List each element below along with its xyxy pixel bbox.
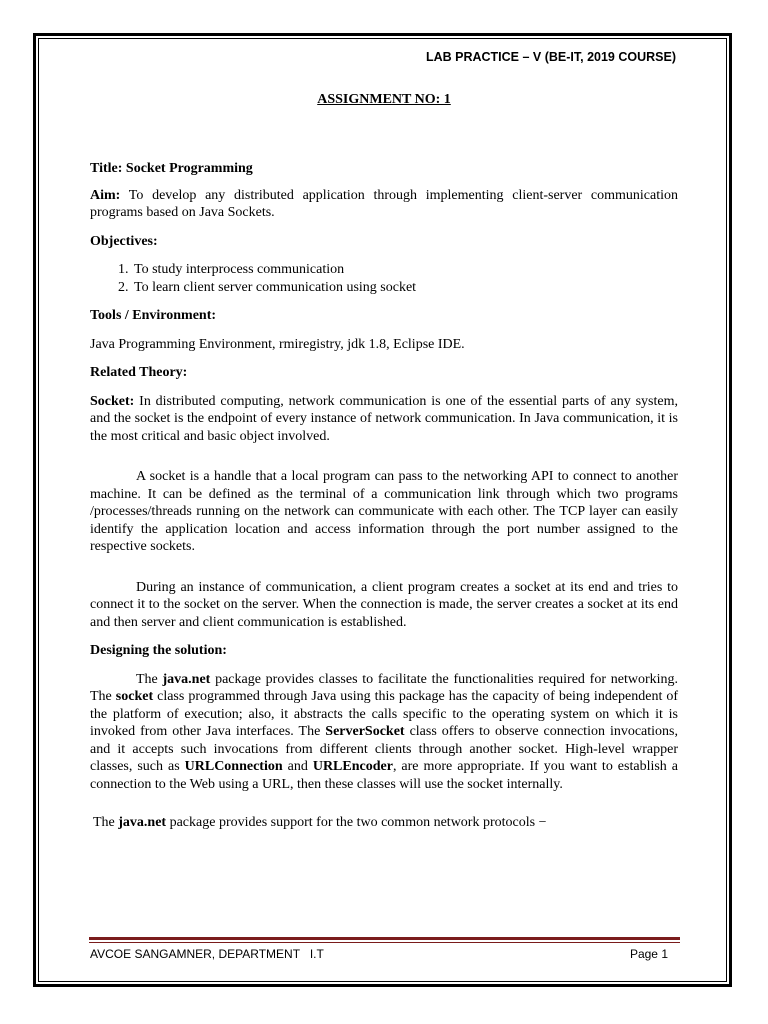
design-heading: Designing the solution:: [90, 643, 227, 658]
tools-text: Java Programming Environment, rmiregistry, jdk 1.8, Eclipse IDE.: [90, 336, 465, 352]
objectives-heading: Objectives:: [90, 233, 158, 249]
theory-paragraph-2: A socket is a handle that a local program can pass to the networking API to connect to another machine. It can be defined as the terminal of a communication link through which two programs /processes/threads running on the network can communicate with each other. The TCP layer can easily identify the application location and access information through the port number assigned to the respective sockets.: [90, 469, 678, 554]
assignment-title: ASSIGNMENT NO: 1: [317, 92, 451, 107]
objectives-list: [90, 261, 678, 296]
objective-item: 2. To learn client server communication using socket: [132, 279, 678, 297]
aim-paragraph: Aim: To develop any distributed application through implementing client-server communication programs based on Java Sockets.: [90, 187, 678, 220]
theory-heading: Related Theory:: [90, 365, 188, 380]
document-body: [90, 160, 678, 832]
objective-item: 1. To study interprocess communication: [132, 261, 678, 279]
page-header: LAB PRACTICE – V (BE-IT, 2019 COURSE): [425, 50, 676, 64]
theory-paragraph-3: During an instance of communication, a client program creates a socket at its end and tries to connect it to the socket on the server. When the connection is made, the server creates a socket at its end and then server and client communication is established.: [90, 579, 678, 630]
title-line: Title: Socket Programming: [90, 161, 253, 176]
tools-heading: Tools / Environment:: [90, 308, 217, 323]
socket-paragraph: Socket: In distributed computing, network communication is one of the essential parts of any system, and the socket is the endpoint of every instance of network communication. In Java communication, it is the most critical and basic object involved.: [90, 393, 678, 444]
footer-divider-thin: [89, 942, 680, 943]
footer-divider: [89, 937, 680, 940]
design-paragraph-1: The java.net package provides classes to facilitate the functionalities required for networking. The socket class programmed through Java using this package has the capacity of being independent of the platform of execution; also, it abstracts the calls specific to the operating system on which it is invoked from other Java interfaces. The ServerSocket class offers to observe connection invocations, and it accepts such invocations from different clients through another socket. High-level wrapper classes, such as URLConnection and URLEncoder, are more appropriate. If you want to establish a connection to the Web using a URL, then these classes will use the socket internally.: [90, 671, 679, 792]
footer-department: AVCOE SANGAMNER, DEPARTMENT I.T: [90, 947, 324, 961]
design-paragraph-2: The java.net package provides support for the two common network protocols −: [93, 815, 547, 830]
page-number: Page 1: [629, 947, 668, 961]
